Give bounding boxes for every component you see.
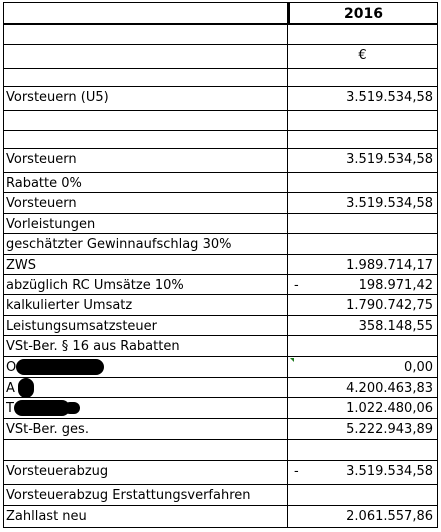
table-row [0, 173, 441, 193]
empty-row [0, 69, 441, 87]
label-text: O [6, 360, 17, 375]
value-cell[interactable] [288, 440, 438, 461]
currency-row [0, 45, 441, 69]
value-cell[interactable] [288, 25, 438, 45]
label-cell[interactable]: abzüglich RC Umsätze 10% [3, 275, 288, 295]
table-row [0, 214, 441, 234]
table-row [0, 87, 441, 111]
label-text: A [6, 381, 15, 396]
header-label-cell[interactable] [3, 2, 288, 25]
label-cell[interactable] [3, 111, 288, 131]
table-row [0, 234, 441, 255]
value-cell[interactable] [288, 214, 438, 234]
value-cell[interactable]: 358.148,55 [288, 316, 438, 336]
value-cell[interactable] [288, 336, 438, 357]
value-cell[interactable] [288, 131, 438, 149]
value-cell[interactable] [288, 69, 438, 87]
year-header-cell[interactable]: 2016 [288, 2, 438, 25]
table-row [0, 357, 441, 378]
table-row [0, 255, 441, 275]
redaction-mark [18, 378, 34, 398]
label-cell[interactable] [3, 131, 288, 149]
table-row [0, 149, 441, 173]
empty-row [0, 131, 441, 149]
value-cell[interactable] [288, 275, 438, 295]
minus-sign: - [294, 464, 299, 479]
table-row [0, 398, 441, 419]
empty-row [0, 111, 441, 131]
empty-row [0, 25, 441, 45]
value-cell[interactable]: 4.200.463,83 [288, 378, 438, 398]
label-cell[interactable]: Leistungsumsatzsteuer [3, 316, 288, 336]
value-cell[interactable]: 5.222.943,89 [288, 419, 438, 440]
label-cell[interactable]: VSt-Ber. § 16 aus Rabatten [3, 336, 288, 357]
value-cell[interactable] [288, 173, 438, 193]
label-cell[interactable]: kalkulierter Umsatz [3, 295, 288, 316]
table-row [0, 193, 441, 214]
value-cell[interactable]: 0,00 [288, 357, 438, 378]
value-cell[interactable]: 3.519.534,58 [288, 87, 438, 111]
label-cell[interactable]: ZWS [3, 255, 288, 275]
table-row [0, 506, 441, 528]
value-cell[interactable]: 3.519.534,58 [288, 149, 438, 173]
cell-marker-icon [290, 358, 294, 362]
value-cell[interactable]: 1.022.480,06 [288, 398, 438, 419]
table-row [0, 275, 441, 295]
value-text: 3.519.534,58 [346, 464, 433, 479]
label-cell[interactable]: Vorsteuern (U5) [3, 87, 288, 111]
value-cell[interactable]: 1.989.714,17 [288, 255, 438, 275]
header-row [0, 2, 441, 25]
label-cell[interactable]: Vorleistungen [3, 214, 288, 234]
empty-row [0, 440, 441, 461]
label-cell[interactable]: Rabatte 0% [3, 173, 288, 193]
value-cell[interactable] [288, 111, 438, 131]
table-row [0, 485, 441, 506]
label-cell[interactable] [3, 69, 288, 87]
label-cell[interactable]: Vorsteuern [3, 149, 288, 173]
table-row [0, 419, 441, 440]
value-cell[interactable]: 2.061.557,86 [288, 506, 438, 528]
table-row [0, 336, 441, 357]
label-cell[interactable]: Vorsteuerabzug Erstattungsverfahren [3, 485, 288, 506]
label-cell[interactable] [3, 25, 288, 45]
redaction-mark [64, 402, 80, 414]
table-row [0, 295, 441, 316]
label-cell[interactable]: Vorsteuerabzug [3, 461, 288, 485]
label-cell[interactable] [3, 378, 288, 398]
value-text: 198.971,42 [358, 278, 433, 293]
table-row [0, 461, 441, 485]
label-cell[interactable] [3, 45, 288, 69]
redaction-mark [16, 359, 104, 375]
label-cell[interactable] [3, 398, 288, 419]
value-cell[interactable] [288, 234, 438, 255]
label-cell[interactable]: geschätzter Gewinnaufschlag 30% [3, 234, 288, 255]
label-cell[interactable]: Vorsteuern [3, 193, 288, 214]
value-cell[interactable]: 3.519.534,58 [288, 193, 438, 214]
minus-sign: - [294, 278, 299, 293]
table-row [0, 316, 441, 336]
value-cell[interactable]: 1.790.742,75 [288, 295, 438, 316]
label-cell[interactable]: VSt-Ber. ges. [3, 419, 288, 440]
table-row [0, 378, 441, 398]
label-cell[interactable]: Zahllast neu [3, 506, 288, 528]
redaction-mark [14, 400, 70, 416]
value-cell[interactable] [288, 461, 438, 485]
label-cell[interactable] [3, 357, 288, 378]
currency-cell[interactable]: € [288, 45, 438, 69]
label-cell[interactable] [3, 440, 288, 461]
value-cell[interactable] [288, 485, 438, 506]
label-text: T [6, 401, 14, 416]
